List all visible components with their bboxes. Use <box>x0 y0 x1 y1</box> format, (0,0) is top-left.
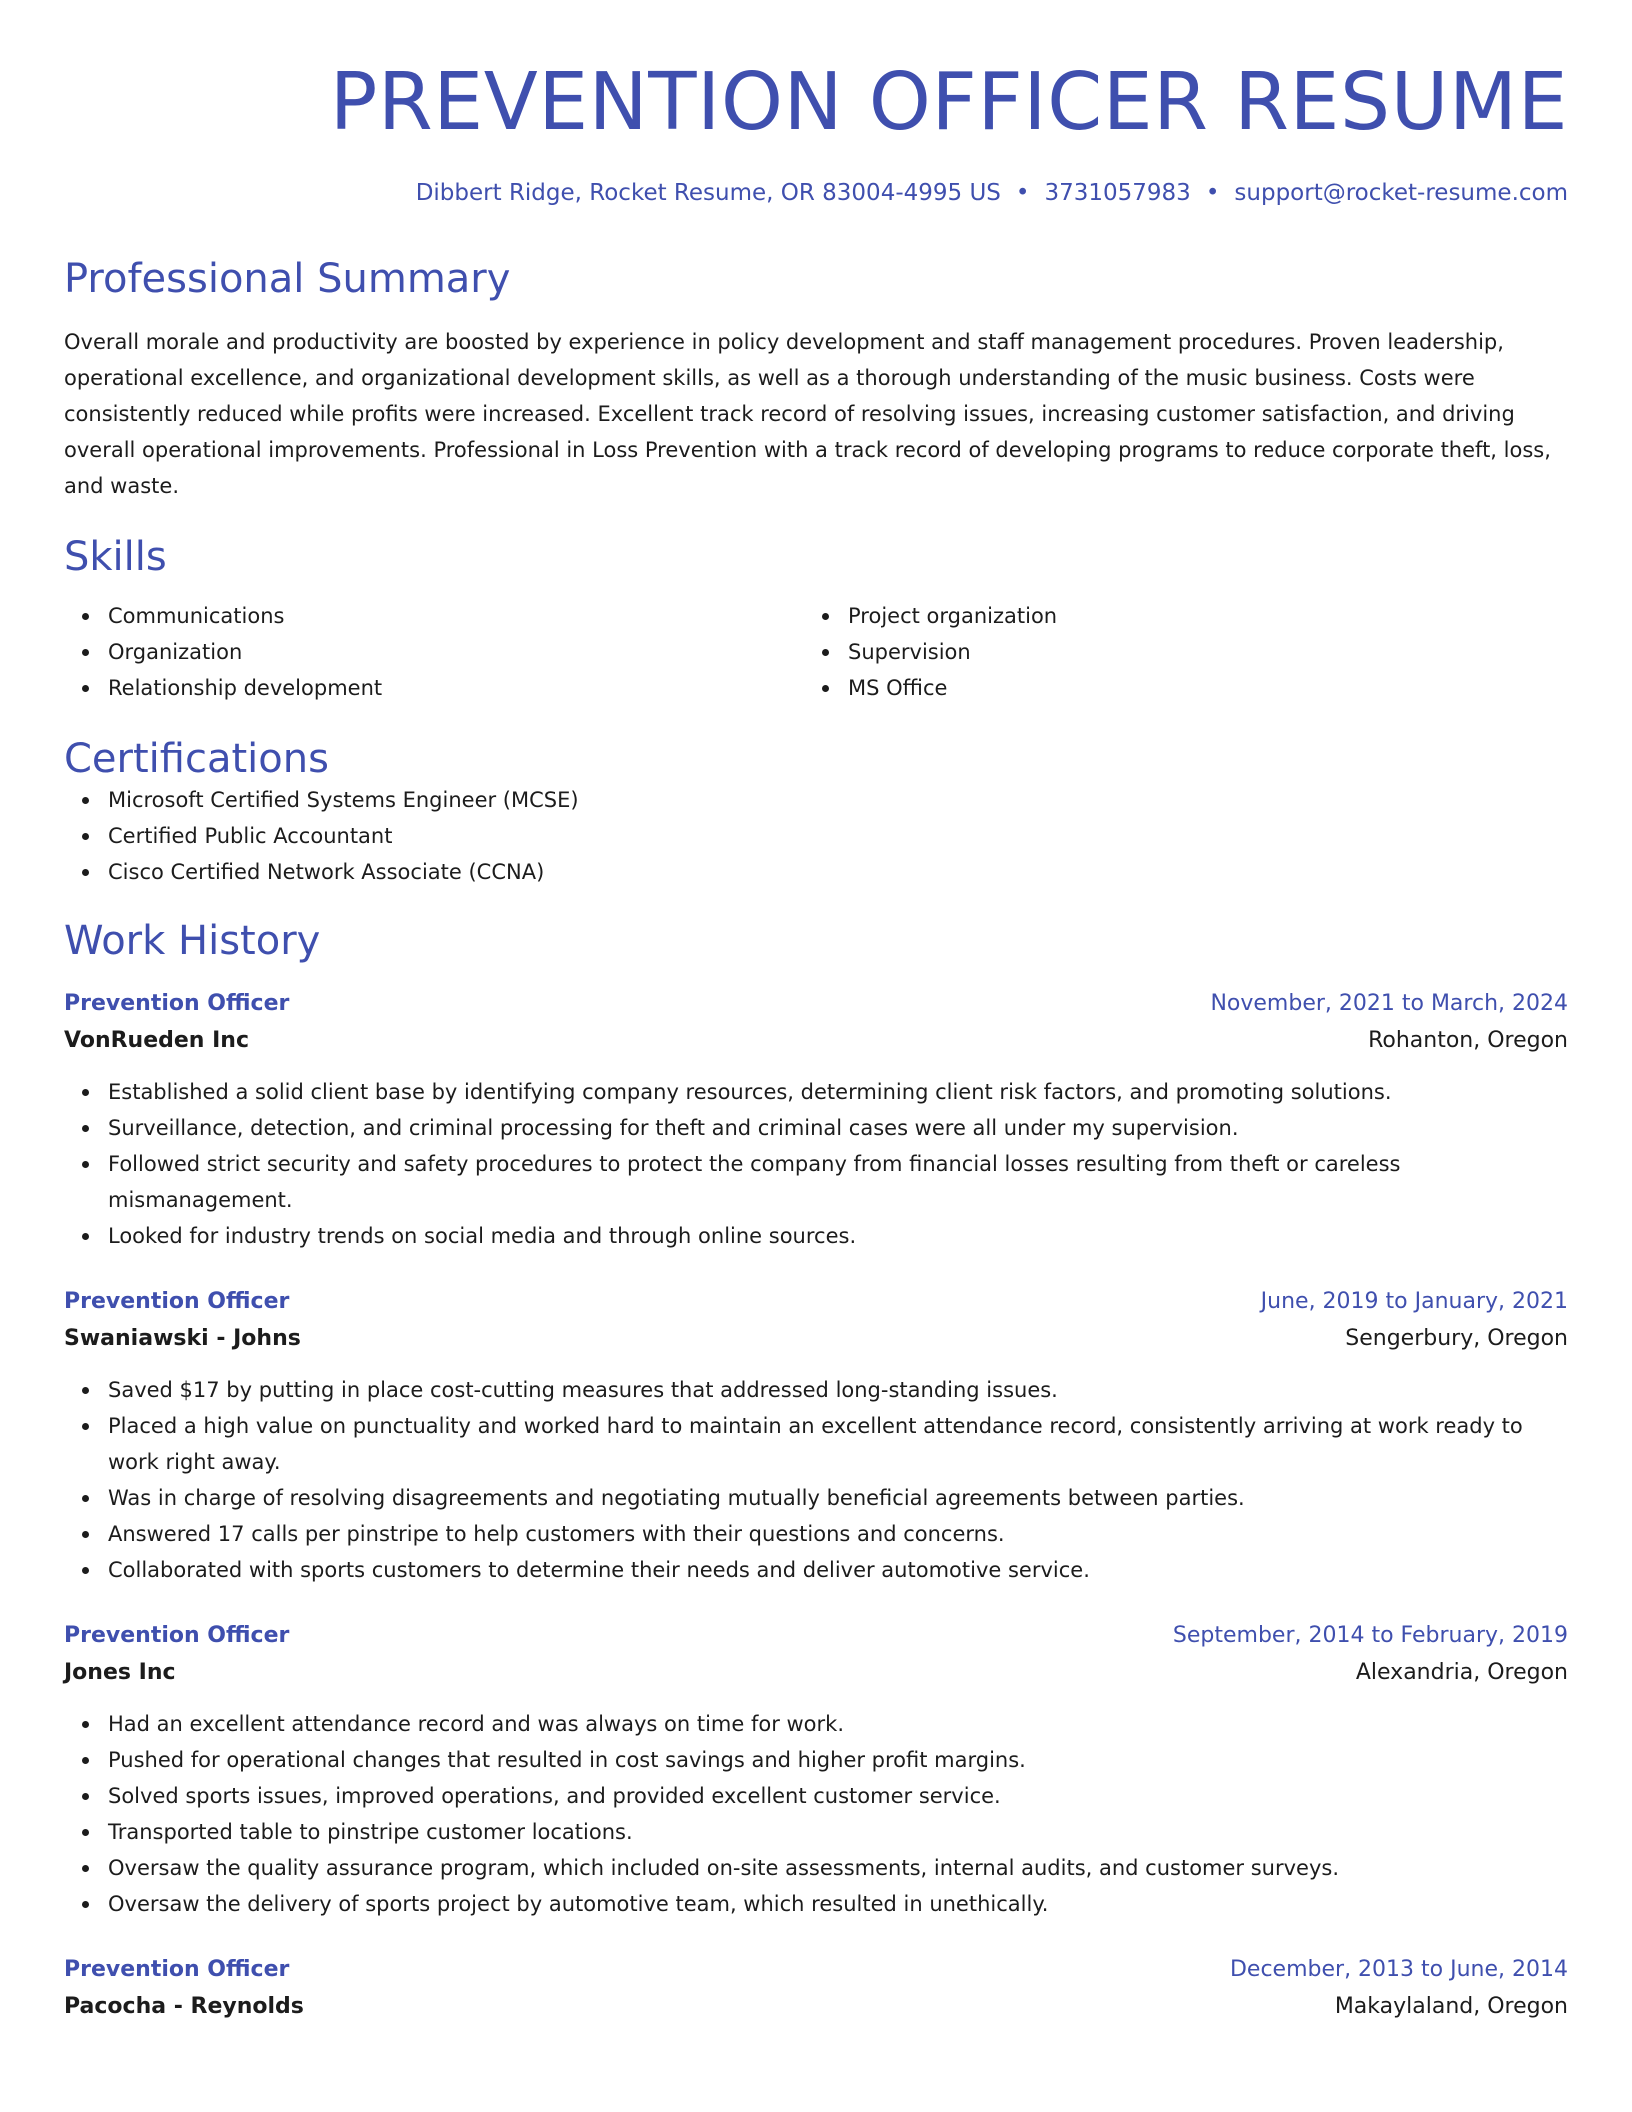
resume-title: PREVENTION OFFICER RESUME <box>329 56 1568 148</box>
job-dates: June, 2019 to January, 2021 <box>1260 1289 1568 1314</box>
job-subheader <box>64 1654 1568 1692</box>
certifications-heading: Certifications <box>64 736 329 782</box>
certification-item: Microsoft Certified Systems Engineer (MCSE) <box>108 782 1568 818</box>
job-subheader <box>64 1320 1568 1358</box>
job-bullet: Saved $17 by putting in place cost-cutting measures that addressed long-standing issues. <box>108 1372 1568 1408</box>
job-bullet: Pushed for operational changes that resulted in cost savings and higher profit margins. <box>108 1742 1568 1778</box>
contact-line <box>64 180 1568 206</box>
job-title: Prevention Officer <box>64 1289 290 1314</box>
skills-column-left <box>64 598 804 706</box>
skill-item: MS Office <box>848 670 1544 706</box>
job-bullet: Was in charge of resolving disagreements and negotiating mutually beneficial agreements between parties. <box>108 1480 1568 1516</box>
job-bullets <box>64 1074 1568 1254</box>
job-company: Jones Inc <box>64 1660 176 1685</box>
job-header <box>64 1618 1568 1654</box>
job-header <box>64 1952 1568 1988</box>
job-bullet: Transported table to pinstripe customer locations. <box>108 1814 1568 1850</box>
job-title: Prevention Officer <box>64 1623 290 1648</box>
skill-item: Relationship development <box>108 670 804 706</box>
job-entry <box>64 986 1568 1254</box>
job-bullet: Oversaw the quality assurance program, which included on-site assessments, internal audits, and customer surveys. <box>108 1850 1568 1886</box>
job-entry <box>64 1284 1568 1588</box>
job-title: Prevention Officer <box>64 991 290 1016</box>
skills-heading: Skills <box>64 534 167 580</box>
job-dates: December, 2013 to June, 2014 <box>1229 1957 1568 1982</box>
job-bullet: Oversaw the delivery of sports project by automotive team, which resulted in unethically. <box>108 1886 1568 1922</box>
job-bullet: Solved sports issues, improved operations, and provided excellent customer service. <box>108 1778 1568 1814</box>
summary-text: Overall morale and productivity are boosted by experience in policy development and staff management procedures. Proven leadership, operational excellence, and organizational development skills, as well as a thorough understanding of the music business. Costs were consistently reduced while profits were increased. Excellent track record of resolving issues, increasing customer satisfaction, and driving overall operational improvements. Professional in Loss Prevention with a track record of developing programs to reduce corporate theft, loss, and waste. <box>64 330 1551 498</box>
work-history-heading: Work History <box>64 918 321 964</box>
job-subheader <box>64 1022 1568 1060</box>
summary-heading: Professional Summary <box>64 256 511 302</box>
certification-item: Cisco Certified Network Associate (CCNA) <box>108 854 1568 890</box>
job-header <box>64 1284 1568 1320</box>
contact-email[interactable]: support@rocket-resume.com <box>1234 180 1568 206</box>
certifications-list <box>64 782 1568 890</box>
skill-item: Project organization <box>848 598 1544 634</box>
job-dates: September, 2014 to February, 2019 <box>1172 1623 1568 1648</box>
job-bullet: Followed strict security and safety procedures to protect the company from financial losses resulting from theft or careless mismanagement. <box>108 1146 1568 1218</box>
job-bullet: Looked for industry trends on social media and through online sources. <box>108 1218 1568 1254</box>
job-entry <box>64 1952 1568 2026</box>
skills-list <box>64 598 1568 706</box>
job-header <box>64 986 1568 1022</box>
job-company: VonRueden Inc <box>64 1028 250 1053</box>
skill-item: Communications <box>108 598 804 634</box>
job-company: Pacocha - Reynolds <box>64 1994 304 2019</box>
job-dates: November, 2021 to March, 2024 <box>1210 991 1568 1016</box>
job-location: Rohanton, Oregon <box>1368 1028 1568 1053</box>
job-location: Sengerbury, Oregon <box>1345 1326 1568 1351</box>
job-bullets <box>64 1372 1568 1588</box>
contact-phone: 3731057983 <box>1044 180 1191 206</box>
job-entry <box>64 1618 1568 1922</box>
job-bullet: Collaborated with sports customers to determine their needs and deliver automotive service. <box>108 1552 1568 1588</box>
job-bullet: Surveillance, detection, and criminal processing for theft and criminal cases were all under my supervision. <box>108 1110 1568 1146</box>
contact-separator: • <box>1205 180 1220 206</box>
job-bullets <box>64 1706 1568 1922</box>
job-location: Makaylaland, Oregon <box>1334 1994 1568 2019</box>
certification-item: Certified Public Accountant <box>108 818 1568 854</box>
job-subheader <box>64 1988 1568 2026</box>
skill-item: Supervision <box>848 634 1544 670</box>
skill-item: Organization <box>108 634 804 670</box>
job-bullet: Established a solid client base by identifying company resources, determining client risk factors, and promoting solutions. <box>108 1074 1568 1110</box>
job-bullet: Answered 17 calls per pinstripe to help customers with their questions and concerns. <box>108 1516 1568 1552</box>
skills-column-right <box>804 598 1544 706</box>
job-bullet: Placed a high value on punctuality and worked hard to maintain an excellent attendance record, consistently arriving at work ready to work right away. <box>108 1408 1568 1480</box>
job-company: Swaniawski - Johns <box>64 1326 301 1351</box>
contact-address: Dibbert Ridge, Rocket Resume, OR 83004-4995 US <box>415 180 1001 206</box>
contact-separator: • <box>1015 180 1030 206</box>
job-title: Prevention Officer <box>64 1957 290 1982</box>
job-bullet: Had an excellent attendance record and was always on time for work. <box>108 1706 1568 1742</box>
job-location: Alexandria, Oregon <box>1355 1660 1568 1685</box>
